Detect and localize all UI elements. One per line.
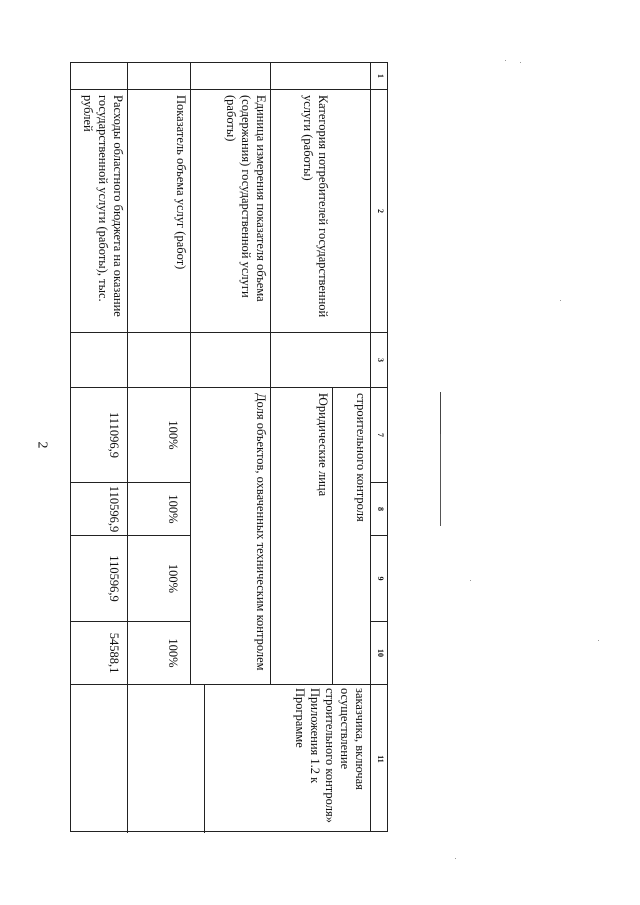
scan-speck: [455, 858, 456, 859]
header-col-11: 11: [376, 755, 385, 763]
row5-col-8: 110596,9: [71, 483, 127, 536]
row4-col-3: [128, 333, 190, 388]
row1-col-2: [332, 90, 370, 333]
row2-col-1: [271, 63, 332, 90]
page-number: 2: [34, 441, 50, 449]
table-header-row: [370, 63, 387, 831]
row3-label: Единица измерения показателя объема (содержания) государственной услуги (работы): [191, 90, 270, 333]
header-col-9: 9: [371, 536, 387, 622]
table-row-unit: [190, 63, 270, 685]
table-wrapper: [70, 62, 388, 832]
header-col-10: 10: [371, 622, 387, 685]
row1-col-3: [332, 333, 370, 388]
table-row-expenses: [71, 63, 127, 831]
service-table: [70, 62, 388, 832]
row1-col-1: [332, 63, 370, 90]
row5-col-7: 111096,9: [71, 388, 127, 483]
row5-col-11: [71, 685, 127, 833]
header-col-8: 8: [371, 483, 387, 536]
row4-col-7: 100%: [128, 388, 190, 483]
row2-label: Категория потребителей государственной услуги (работы): [271, 90, 332, 333]
row3-col-1: [191, 63, 270, 90]
col-11-text: заказчика, включая осуществление строительного контроля» Приложения 1.2 к Программе: [204, 685, 370, 833]
row3-value: Доля объектов, охваченных техническим контролем: [191, 388, 270, 685]
row5-col-9: 110596,9: [71, 536, 127, 622]
row5-col-3: [71, 333, 127, 388]
signature-line-2: [440, 434, 441, 526]
row2-col-3: [271, 333, 332, 388]
row3-col-3: [191, 333, 270, 388]
table-row-category: [270, 63, 332, 685]
row1-span-text: строительного контроля: [332, 388, 370, 685]
table-row-volume: [127, 63, 190, 685]
header-col-3: 3: [371, 333, 387, 388]
col-11-empty-r3: [127, 685, 204, 833]
row5-col-10: 54588,1: [71, 622, 127, 685]
row5-col-1: [71, 63, 127, 90]
row5-label: Расходы областного бюджета на оказание государственной услуги (работы), тыс. рублей: [71, 90, 127, 333]
scan-speck: [470, 580, 471, 581]
scan-speck: [505, 60, 506, 61]
row4-col-1: [128, 63, 190, 90]
row4-col-8: 100%: [128, 483, 190, 536]
header-col-2: 2: [371, 90, 387, 333]
row4-col-9: 100%: [128, 536, 190, 622]
scan-speck: [598, 640, 599, 641]
row4-label: Показатель объема услуг (работ): [128, 90, 190, 333]
header-col-7: 7: [371, 388, 387, 483]
header-col-1: 1: [371, 63, 387, 90]
scan-speck: [520, 62, 521, 63]
row2-value: Юридические лица: [271, 388, 332, 685]
row4-col-10: 100%: [128, 622, 190, 685]
scan-speck: [560, 300, 561, 301]
